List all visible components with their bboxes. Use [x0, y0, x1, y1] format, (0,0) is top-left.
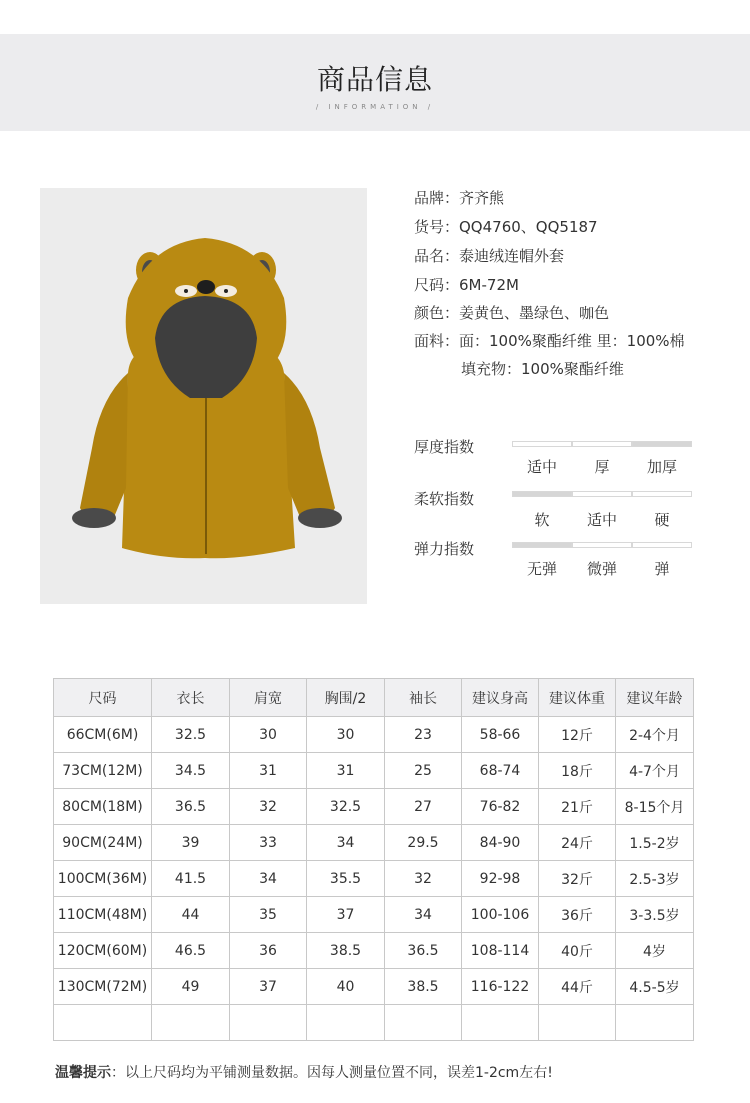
softness-index-label: 柔软指数 — [414, 490, 475, 508]
size-table — [53, 678, 694, 1041]
table-cell: 44 — [152, 897, 230, 933]
table-cell: 31 — [230, 753, 307, 789]
table-cell — [152, 1005, 230, 1041]
table-row — [54, 753, 694, 789]
table-row — [54, 717, 694, 753]
softness-bar-segment — [572, 491, 632, 497]
table-cell: 23 — [385, 717, 462, 753]
table-cell: 2-4个月 — [616, 717, 694, 753]
table-cell: 32.5 — [152, 717, 230, 753]
table-cell: 49 — [152, 969, 230, 1005]
table-cell: 108-114 — [462, 933, 539, 969]
table-cell: 44斤 — [539, 969, 616, 1005]
table-cell: 46.5 — [152, 933, 230, 969]
table-cell: 4岁 — [616, 933, 694, 969]
table-cell: 39 — [152, 825, 230, 861]
table-cell: 32.5 — [307, 789, 385, 825]
table-cell: 116-122 — [462, 969, 539, 1005]
table-cell: 27 — [385, 789, 462, 825]
thickness-option: 厚 — [594, 458, 610, 476]
column-header: 建议年龄 — [616, 679, 694, 717]
table-cell — [616, 1005, 694, 1041]
table-cell: 36.5 — [385, 933, 462, 969]
table-cell: 3-3.5岁 — [616, 897, 694, 933]
elasticity-option: 无弹 — [526, 560, 557, 578]
column-header: 衣长 — [152, 679, 230, 717]
table-cell: 34 — [230, 861, 307, 897]
thickness-option: 加厚 — [646, 458, 677, 476]
table-cell — [462, 1005, 539, 1041]
table-cell: 35.5 — [307, 861, 385, 897]
table-cell: 40斤 — [539, 933, 616, 969]
table-cell: 31 — [307, 753, 385, 789]
spec-color: 颜色：姜黄色、墨绿色、咖色 — [414, 304, 610, 322]
elasticity-index-label: 弹力指数 — [414, 540, 475, 558]
table-cell: 73CM(12M) — [54, 753, 152, 789]
table-cell — [230, 1005, 307, 1041]
table-cell: 32 — [230, 789, 307, 825]
table-cell: 84-90 — [462, 825, 539, 861]
table-cell: 30 — [230, 717, 307, 753]
table-cell: 4-7个月 — [616, 753, 694, 789]
table-cell — [307, 1005, 385, 1041]
table-cell: 36.5 — [152, 789, 230, 825]
table-cell: 37 — [230, 969, 307, 1005]
warm-tip-text: ：以上尺码均为平铺测量数据。因每人测量位置不同，误差1-2cm左右! — [111, 1065, 553, 1081]
table-cell: 92-98 — [462, 861, 539, 897]
spec-brand: 品牌：齐齐熊 — [414, 189, 505, 207]
table-cell: 38.5 — [307, 933, 385, 969]
column-header: 胸围/2 — [307, 679, 385, 717]
table-cell: 32 — [385, 861, 462, 897]
table-cell — [539, 1005, 616, 1041]
softness-bar-segment — [632, 491, 692, 497]
table-cell: 100CM(36M) — [54, 861, 152, 897]
softness-option: 适中 — [586, 511, 617, 529]
product-photo — [40, 188, 367, 604]
spec-product-name: 品名：泰迪绒连帽外套 — [414, 247, 565, 265]
thickness-index-label: 厚度指数 — [414, 438, 475, 456]
table-cell: 58-66 — [462, 717, 539, 753]
table-cell: 29.5 — [385, 825, 462, 861]
table-row — [54, 969, 694, 1005]
table-row — [54, 861, 694, 897]
column-header: 肩宽 — [230, 679, 307, 717]
column-header: 建议身高 — [462, 679, 539, 717]
table-cell: 66CM(6M) — [54, 717, 152, 753]
elasticity-option: 微弹 — [586, 560, 617, 578]
table-cell: 25 — [385, 753, 462, 789]
table-cell: 37 — [307, 897, 385, 933]
warm-tip — [55, 1062, 553, 1082]
table-cell: 34 — [385, 897, 462, 933]
table-cell: 90CM(24M) — [54, 825, 152, 861]
elasticity-bar-segment — [572, 542, 632, 548]
table-cell: 80CM(18M) — [54, 789, 152, 825]
table-cell: 130CM(72M) — [54, 969, 152, 1005]
elasticity-bar-segment-selected — [512, 542, 572, 548]
table-row — [54, 897, 694, 933]
thickness-option: 适中 — [526, 458, 557, 476]
page-title: 商品信息 — [316, 63, 433, 96]
hooded-jacket-illustration — [40, 188, 367, 604]
spec-fabric: 面料：面：100%聚酯纤维 里：100%棉 — [414, 332, 685, 350]
table-cell: 34 — [307, 825, 385, 861]
table-cell: 34.5 — [152, 753, 230, 789]
table-cell: 36斤 — [539, 897, 616, 933]
thickness-bar-segment — [512, 441, 572, 447]
table-cell: 12斤 — [539, 717, 616, 753]
column-header: 袖长 — [385, 679, 462, 717]
table-cell: 24斤 — [539, 825, 616, 861]
table-cell: 33 — [230, 825, 307, 861]
table-cell: 76-82 — [462, 789, 539, 825]
softness-option: 硬 — [654, 511, 670, 529]
thickness-bar-segment — [572, 441, 632, 447]
spec-filling: 填充物：100%聚酯纤维 — [461, 360, 624, 378]
table-cell: 110CM(48M) — [54, 897, 152, 933]
table-row — [54, 789, 694, 825]
spec-item-number: 货号：QQ4760、QQ5187 — [414, 218, 598, 236]
column-header: 尺码 — [54, 679, 152, 717]
thickness-bar-segment-selected — [632, 441, 692, 447]
table-cell: 1.5-2岁 — [616, 825, 694, 861]
page-subtitle: / INFORMATION / — [315, 103, 435, 111]
table-row — [54, 825, 694, 861]
table-cell: 41.5 — [152, 861, 230, 897]
table-cell: 18斤 — [539, 753, 616, 789]
table-cell: 2.5-3岁 — [616, 861, 694, 897]
table-cell — [54, 1005, 152, 1041]
table-cell: 40 — [307, 969, 385, 1005]
table-cell: 8-15个月 — [616, 789, 694, 825]
table-header-row — [54, 679, 694, 717]
elasticity-bar-segment — [632, 542, 692, 548]
table-cell — [385, 1005, 462, 1041]
table-cell: 100-106 — [462, 897, 539, 933]
table-cell: 30 — [307, 717, 385, 753]
spec-size: 尺码：6M-72M — [414, 276, 519, 294]
warm-tip-label: 温馨提示 — [55, 1065, 111, 1081]
table-cell: 68-74 — [462, 753, 539, 789]
table-cell: 36 — [230, 933, 307, 969]
table-cell: 21斤 — [539, 789, 616, 825]
table-cell: 35 — [230, 897, 307, 933]
table-cell: 32斤 — [539, 861, 616, 897]
softness-bar-segment-selected — [512, 491, 572, 497]
elasticity-option: 弹 — [654, 560, 670, 578]
table-row — [54, 1005, 694, 1041]
column-header: 建议体重 — [539, 679, 616, 717]
softness-option: 软 — [534, 511, 550, 529]
table-cell: 120CM(60M) — [54, 933, 152, 969]
table-row — [54, 933, 694, 969]
table-cell: 38.5 — [385, 969, 462, 1005]
table-cell: 4.5-5岁 — [616, 969, 694, 1005]
